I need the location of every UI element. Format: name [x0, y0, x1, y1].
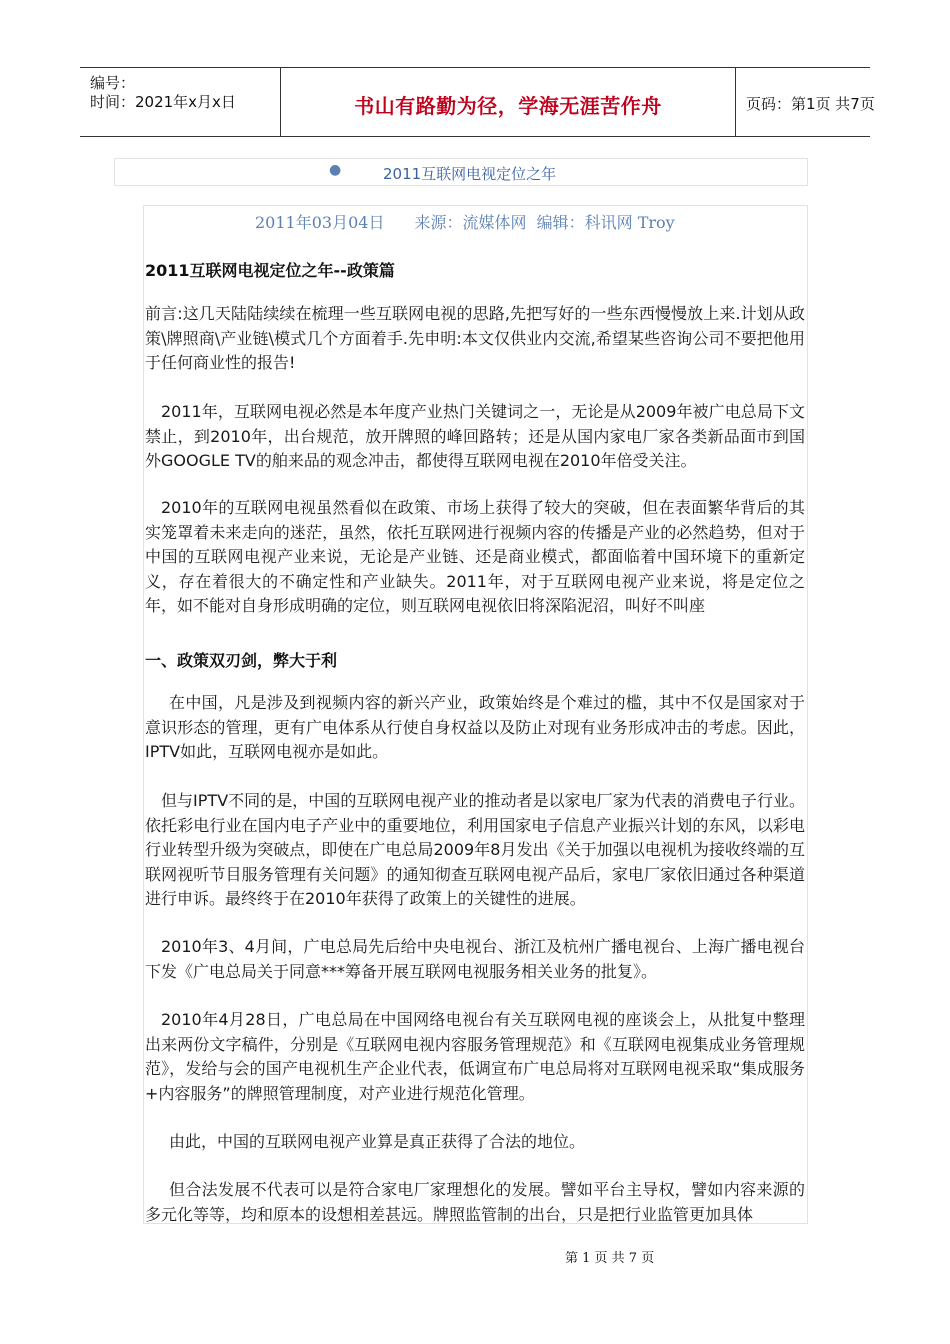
header-center-cell: [280, 68, 736, 136]
article-body: [143, 205, 808, 1224]
number-label: 编号：: [90, 74, 136, 92]
document-header: [80, 67, 875, 137]
paragraph-4: 但与IPTV不同的是，中国的互联网电视产业的推动者是以家电厂家为代表的消费电子行业。依托彩电行业在国内电子产业中的重要地位，利用国家电子信息产业振兴计划的东风，以彩电行业转型升级为突破点，即使在广电总局2009年8月发出《关于加强以电视机为接收终端的互联网视听节目服务管理有关问题》的通知彻查互联网电视产品后，家电厂家依旧通过各种渠道进行申诉。最终终于在2010年获得了政策上的关键性的进展。: [145, 791, 805, 908]
paragraph-7: 由此，中国的互联网电视产业算是真正获得了合法的地位。: [169, 1132, 586, 1151]
section-heading-1: 一、政策双刃剑，弊大于利: [145, 651, 338, 670]
page-number-label: 页码：第1页 共7页: [746, 95, 875, 113]
paragraph-8: 但合法发展不代表可以是符合家电厂家理想化的发展。譬如平台主导权，譬如内容来源的多元化等等，均和原本的设想相差甚远。牌照监管制的出台，只是把行业监管更加具体: [145, 1180, 805, 1223]
paragraph-5: 2010年3、4月间，广电总局先后给中央电视台、浙江及杭州广播电视台、上海广播电视台下发《广电总局关于同意***筹备开展互联网电视服务相关业务的批复》。: [145, 937, 805, 981]
paragraph-6: 2010年4月28日，广电总局在中国网络电视台有关互联网电视的座谈会上，从批复中整理出来两份文字稿件，分别是《互联网电视内容服务管理规范》和《互联网电视集成业务管理规范》，发给与会的国产电视机生产企业代表，低调宣布广电总局将对互联网电视采取“集成服务+内容服务”的牌照管理制度，对产业进行规范化管理。: [145, 1010, 805, 1103]
bullet-icon: ●: [329, 162, 342, 178]
preface-paragraph: 前言:这几天陆陆续续在梳理一些互联网电视的思路,先把写好的一些东西慢慢放上来.计划从政策\牌照商\产业链\模式几个方面着手.先申明:本文仅供业内交流,希望某些咨询公司不要把他用于任何商业性的报告!: [145, 304, 805, 372]
paragraph-1: 2011年，互联网电视必然是本年度产业热门关键词之一，无论是从2009年被广电总局下文禁止，到2010年，出台规范，放开牌照的峰回路转；还是从国内家电厂家各类新品面市到国外GOOGLE TV的舶来品的观念冲击，都使得互联网电视在2010年倍受关注。: [145, 402, 805, 470]
article-meta: [255, 210, 675, 233]
article-title-link[interactable]: 2011互联网电视定位之年: [383, 165, 557, 183]
main-heading: 2011互联网电视定位之年--政策篇: [145, 261, 395, 280]
article-source: 来源：流媒体网: [414, 213, 527, 232]
page-footer: 第 1 页 共 7 页: [565, 1251, 655, 1266]
article-editor: 编辑：科讯网 Troy: [536, 213, 675, 232]
header-left-cell: [80, 68, 279, 136]
article-title-bar: [114, 158, 808, 186]
article-date: 2011年03月04日: [255, 213, 385, 232]
header-right-cell: [736, 68, 875, 136]
motto-text: 书山有路勤为径，学海无涯苦作舟: [354, 94, 662, 118]
paragraph-2: 2010年的互联网电视虽然看似在政策、市场上获得了较大的突破，但在表面繁华背后的其实笼罩着未来走向的迷茫，虽然，依托互联网进行视频内容的传播是产业的必然趋势，但对于中国的互联网电视产业来说，无论是产业链、还是商业模式，都面临着中国环境下的重新定义，存在着很大的不确定性和产业缺失。2011年，对于互联网电视产业来说，将是定位之年，如不能对自身形成明确的定位，则互联网电视依旧将深陷泥沼，叫好不叫座: [145, 498, 805, 615]
paragraph-3: 在中国，凡是涉及到视频内容的新兴产业，政策始终是个难过的槛，其中不仅是国家对于意识形态的管理，更有广电体系从行使自身权益以及防止对现有业务形成冲击的考虑。因此，IPTV如此，互联网电视亦是如此。: [145, 693, 805, 761]
time-label: 时间：2021年x月x日: [90, 93, 236, 111]
